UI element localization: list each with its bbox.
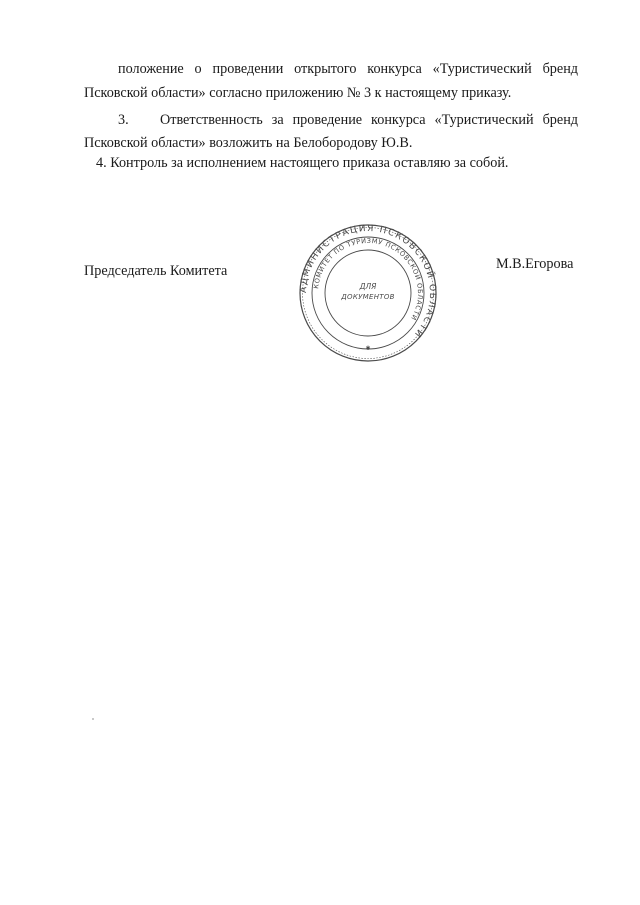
signer-title: Председатель Комитета xyxy=(84,263,228,279)
scan-speck xyxy=(92,718,94,720)
paragraph-line: Псковской области» возложить на Белобородову Ю.В. xyxy=(84,135,413,151)
item-number: 3. xyxy=(118,112,129,128)
paragraph-line: положение о проведении открытого конкурса «Туристический бренд xyxy=(118,61,578,77)
paragraph-line: 4. Контроль за исполнением настоящего приказа оставляю за собой. xyxy=(96,155,509,171)
signer-name: М.В.Егорова xyxy=(496,256,574,272)
seal-inner-text: КОМИТЕТ ПО ТУРИЗМУ ПСКОВСКОЙ ОБЛАСТИ xyxy=(312,236,425,322)
paragraph-line: Псковской области» согласно приложению № 3 к настоящему приказу. xyxy=(84,85,512,101)
official-seal xyxy=(298,223,438,363)
paragraph-line: Ответственность за проведение конкурса «Туристический бренд xyxy=(160,112,578,128)
seal-star-icon: ✱ xyxy=(365,345,371,352)
seal-outer-text: АДМИНИСТРАЦИЯ ПСКОВСКОЙ ОБЛАСТИ xyxy=(298,223,438,340)
seal-center-line2: ДОКУМЕНТОВ xyxy=(341,293,395,301)
seal-center-line1: ДЛЯ xyxy=(359,282,377,291)
